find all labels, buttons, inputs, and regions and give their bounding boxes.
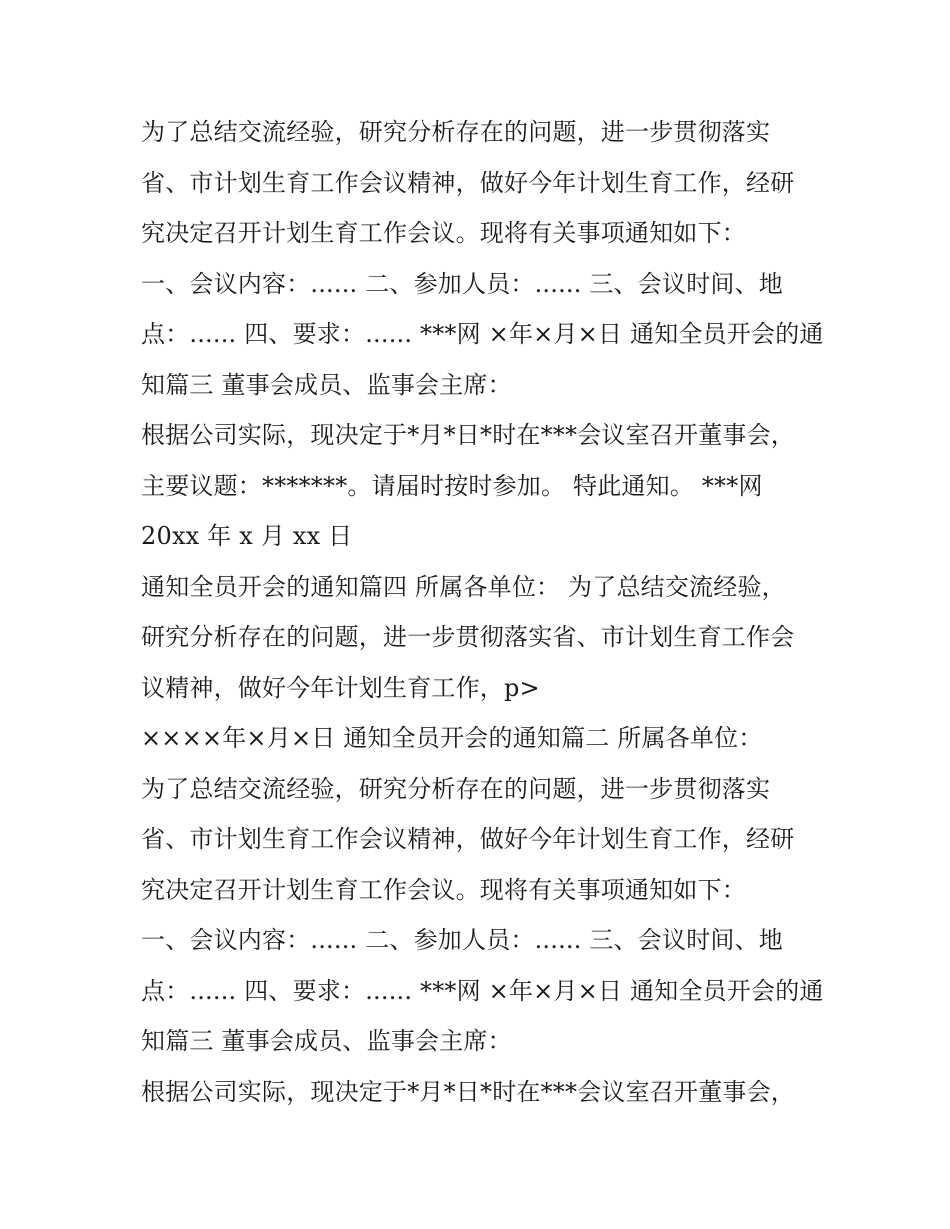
text-line: 省、市计划生育工作会议精神，做好今年计划生育工作，经研 [141, 168, 795, 197]
text-line: ××××年×月×日 通知全员开会的通知篇二 所属各单位： [141, 724, 763, 752]
text-line: 知篇三 董事会成员、监事会主席： [141, 1027, 512, 1055]
text-line: 省、市计划生育工作会议精神，做好今年计划生育工作，经研 [141, 825, 795, 853]
text-line: 研究分析存在的问题，进一步贯彻落实省、市计划生育工作会 [141, 623, 795, 651]
text-line: 为了总结交流经验，研究分析存在的问题，进一步贯彻落实 [141, 118, 771, 146]
text-line: 一、会议内容：...... 二、参加人员：...... 三、会议时间、地 [141, 926, 784, 954]
text-line: 究决定召开计划生育工作会议。现将有关事项通知如下： [141, 219, 746, 247]
text-line: 主要议题：*******。请届时按时参加。 特此通知。 ***网 [141, 471, 763, 500]
document-body [141, 107, 831, 1117]
text-line: 根据公司实际，现决定于*月*日*时在***会议室召开董事会， [141, 421, 795, 449]
text-line: 知篇三 董事会成员、监事会主席： [141, 370, 512, 399]
text-line: 为了总结交流经验，研究分析存在的问题，进一步贯彻落实 [141, 774, 771, 803]
text-line: 根据公司实际，现决定于*月*日*时在***会议室召开董事会， [141, 1077, 795, 1106]
text-line: 通知全员开会的通知篇四 所属各单位： 为了总结交流经验， [141, 572, 786, 601]
text-line: 点：...... 四、要求：...... ***网 ×年×月×日 通知全员开会的通 [141, 320, 824, 348]
text-line: 一、会议内容：...... 二、参加人员：...... 三、会议时间、地 [141, 269, 784, 298]
text-line: 点：...... 四、要求：...... ***网 ×年×月×日 通知全员开会的通 [141, 976, 824, 1005]
text-line: 议精神，做好今年计划生育工作，p> [141, 673, 540, 702]
text-line: 究决定召开计划生育工作会议。现将有关事项通知如下： [141, 875, 746, 904]
date-line: 20xx 年 x 月 xx 日 [141, 522, 353, 550]
